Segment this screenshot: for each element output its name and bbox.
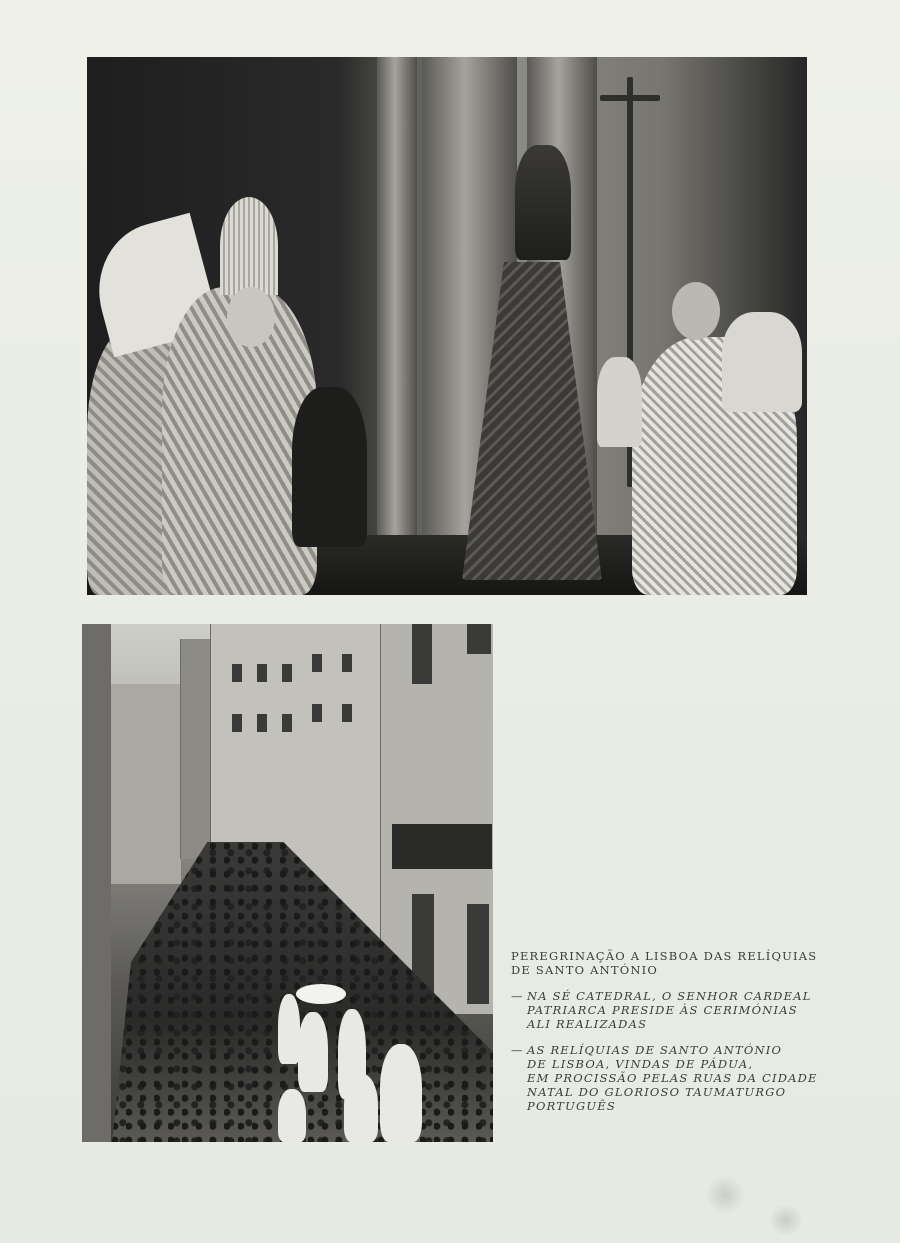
building-distant <box>110 684 181 884</box>
balcony <box>392 824 492 869</box>
altar-boy-figure <box>722 312 802 412</box>
caption-item-text <box>527 989 812 1031</box>
caption-dash: — <box>511 989 524 1003</box>
priest-face <box>672 282 720 340</box>
window <box>282 664 292 682</box>
window <box>467 624 491 654</box>
white-robed-figure <box>380 1044 422 1142</box>
tower <box>180 639 211 859</box>
paper-smudge <box>705 1175 745 1215</box>
window <box>312 704 322 722</box>
window <box>257 664 267 682</box>
caption-item <box>511 989 811 1031</box>
caption-line: ALI REALIZADAS <box>527 1017 648 1031</box>
doorway <box>467 904 489 1004</box>
mitre <box>220 197 278 295</box>
paper-smudge <box>768 1205 804 1235</box>
window <box>232 714 242 732</box>
window <box>342 704 352 722</box>
white-robed-figure <box>278 1089 306 1142</box>
caption-line: NATAL DO GLORIOSO TAUMATURGO <box>527 1085 787 1099</box>
window <box>257 714 267 732</box>
caption-line: AS RELÍQUIAS DE SANTO ANTÓNIO <box>527 1043 783 1057</box>
caption-line: PORTUGUÊS <box>527 1099 616 1113</box>
cardinal-face <box>227 287 275 347</box>
caption-line: PATRIARCA PRESIDE ÀS CERIMÓNIAS <box>527 1003 798 1017</box>
caption-line: EM PROCISSÃO PELAS RUAS DA CIDADE <box>527 1071 818 1085</box>
white-robed-figure <box>344 1074 378 1142</box>
cathedral-ceremony-photo <box>87 57 807 595</box>
caption-dash: — <box>511 1043 524 1057</box>
window <box>342 654 352 672</box>
procession-street-photo <box>82 624 493 1142</box>
caption-title-line: PEREGRINAÇÃO A LISBOA DAS RELÍQUIAS <box>511 949 818 963</box>
white-robed-figure <box>278 994 300 1064</box>
altar-boy-figure <box>597 357 642 447</box>
pillar <box>377 57 417 595</box>
saint-bust <box>515 145 571 260</box>
reliquary-flowers <box>296 984 346 1004</box>
caption-title-line: DE SANTO ANTÓNIO <box>511 963 658 977</box>
white-robed-figure <box>298 1012 328 1092</box>
processional-cross <box>600 95 660 101</box>
window <box>232 664 242 682</box>
nun-figure <box>292 387 367 547</box>
caption-item <box>511 1043 818 1113</box>
caption-title <box>511 949 818 977</box>
building-left <box>82 624 111 1142</box>
window <box>412 624 432 684</box>
window <box>312 654 322 672</box>
photo-caption <box>511 949 818 1125</box>
caption-line: DE LISBOA, VINDAS DE PÁDUA, <box>527 1057 754 1071</box>
caption-item-text <box>527 1043 818 1113</box>
window <box>282 714 292 732</box>
caption-line: NA SÉ CATEDRAL, O SENHOR CARDEAL <box>527 989 812 1003</box>
